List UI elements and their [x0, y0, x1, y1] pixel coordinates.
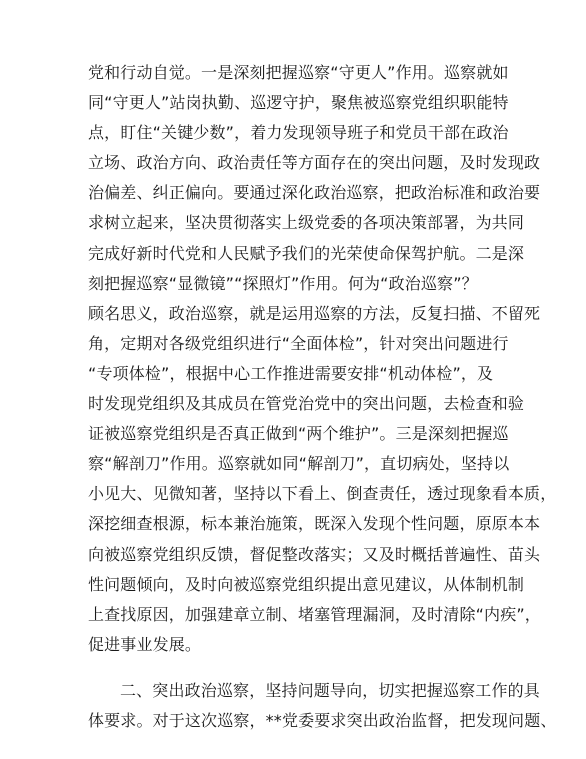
- text-line: 促进事业发展。: [88, 634, 202, 654]
- text-line: 证被巡察党组织是否真正做到“两个维护”。三是深刻把握巡: [88, 424, 509, 444]
- paragraph-1: [88, 58, 557, 660]
- text-line: 点，盯住“关键少数”，着力发现领导班子和党员干部在政治: [88, 123, 509, 143]
- text-line: 深挖细查根源，标本兼治施策，既深入发现个性问题，原原本本: [88, 514, 541, 534]
- text-line: 党和行动自觉。一是深刻把握巡察“守更人”作用。巡察就如: [88, 63, 509, 82]
- text-line: “专项体检”，根据中心工作推进需要安排“机动体检”，及: [88, 363, 494, 383]
- paragraph-2: [88, 676, 557, 736]
- text-line: 时发现党组织及其成员在管党治党中的突出问题，去检查和验: [88, 394, 525, 414]
- text-line: 向被巡察党组织反馈，督促整改落实；又及时概括普遍性、苗头: [88, 544, 541, 564]
- paragraph-gap: [88, 660, 508, 676]
- text-line: 上查找原因，加强建章立制、堵塞管理漏洞，及时清除“内疾”，: [88, 604, 541, 624]
- text-line: 同“守更人”站岗执勤、巡逻守护，聚焦被巡察党组织职能特: [88, 93, 509, 113]
- body-text: [88, 58, 557, 736]
- text-line: 二、突出政治巡察，坚持问题导向，切实把握巡察工作的具: [120, 680, 540, 700]
- text-line: 立场、政治方向、政治责任等方面存在的突出问题，及时发现政: [88, 153, 541, 173]
- text-line: 刻把握巡察“显微镜”“探照灯”作用。何为“政治巡察”？: [88, 273, 478, 293]
- text-line: 体要求。对于这次巡察，**党委要求突出政治监督，把发现问题、: [88, 710, 557, 730]
- text-line: 性问题倾向，及时向被巡察党组织提出意见建议，从体制机制: [88, 574, 525, 594]
- text-line: 治偏差、纠正偏向。要通过深化政治巡察，把政治标准和政治要: [88, 183, 541, 203]
- text-line: 角，定期对各级党组织进行“全面体检”，针对突出问题进行: [88, 333, 509, 353]
- text-line: 小见大、见微知著，坚持以下看上、倒查责任，透过现象看本质，: [88, 484, 557, 504]
- text-line: 完成好新时代党和人民赋予我们的光荣使命保驾护航。二是深: [88, 243, 525, 263]
- text-line: 察“解剖刀”作用。巡察就如同“解剖刀”，直切病处，坚持以: [88, 454, 510, 474]
- text-line: 顾名思义，政治巡察，就是运用巡察的方法，反复扫描、不留死: [88, 303, 541, 323]
- text-line: 求树立起来，坚决贯彻落实上级党委的各项决策部署，为共同: [88, 213, 525, 233]
